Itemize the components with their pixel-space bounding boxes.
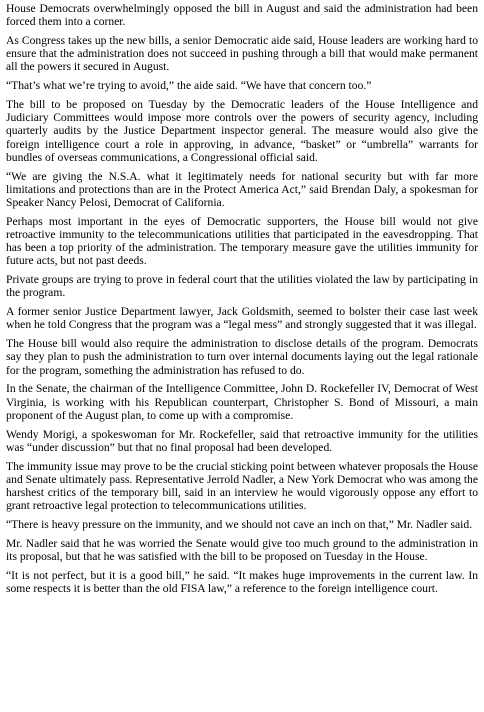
article-paragraph-11: Wendy Morigi, a spokeswoman for Mr. Rockefeller, said that retroactive immunity for the utilities was “under discussion” but that no final proposal had been developed. [6,427,478,454]
article-paragraph-7: Private groups are trying to prove in federal court that the utilities violated the law by participating in the program. [6,273,478,300]
article-paragraph-12: The immunity issue may prove to be the crucial sticking point between whatever proposals the House and Senate ultimately pass. Representative Jerrold Nadler, a New York Democrat who was among the harshest critics of the temporary bill, said in an interview he would vigorously oppose any effort to grant retroactive legal protection to telecommunications utilities. [6,459,478,513]
article-paragraph-14: Mr. Nadler said that he was worried the Senate would give too much ground to the administration in its proposal, but that he was satisfied with the bill to be proposed on Tuesday in the House. [6,536,478,564]
article-paragraph-1: House Democrats overwhelmingly opposed the bill in August and said the administration had been forced them into a corner. [6,2,478,29]
article-paragraph-6: Perhaps most important in the eyes of Democratic supporters, the House bill would not give retroactive immunity to the telecommunications utilities that participated in the eavesdropping. That has been a top priority of the administration. The temporary measure gave the utilities immunity for future acts, but not past deeds. [6,214,478,268]
article-paragraph-4: The bill to be proposed on Tuesday by the Democratic leaders of the House Intelligence and Judiciary Committees would impose more controls over the powers of security agency, including quarterly audits by the Justice Department inspector general. The measure would also give the foreign intelligence court a role in approving, in advance, “basket” or “umbrella” warrants for bundles of overseas communications, a Congressional official said. [6,98,478,164]
article-paragraph-3: “That’s what we’re trying to avoid,” the aide said. “We have that concern too.” [6,79,372,93]
article-paragraph-5: “We are giving the N.S.A. what it legitimately needs for national security but with far more limitations and protections than are in the Protect America Act,” said Brendan Daly, a spokesman for Speaker Nancy Pelosi, Democrat of California. [6,169,478,210]
article-paragraph-13: “There is heavy pressure on the immunity, and we should not cave an inch on that,” Mr. Nadler said. [6,518,473,532]
article-paragraph-8: A former senior Justice Department lawyer, Jack Goldsmith, seemed to bolster their case last week when he told Congress that the program was a “legal mess” and strongly suggested that it was illegal. [6,305,478,332]
article-paragraph-15: “It is not perfect, but it is a good bill,” he said. “It makes huge improvements in the current law. In some respects it is better than the old FISA law,” a reference to the foreign intelligence court. [6,568,478,596]
article-paragraph-9: The House bill would also require the administration to disclose details of the program. Democrats say they plan to push the administration to turn over internal documents laying out the legal rationale for the program, something the administration has refused to do. [6,337,478,377]
article-paragraph-2: As Congress takes up the new bills, a senior Democratic aide said, House leaders are working hard to ensure that the administration does not succeed in pushing through a bill that would make permanent all the powers it secured in August. [6,34,478,74]
article-paragraph-10: In the Senate, the chairman of the Intelligence Committee, John D. Rockefeller IV, Democrat of West Virginia, is working with his Republican counterpart, Christopher S. Bond of Missouri, a main proponent of the August plan, to come up with a compromise. [6,382,478,422]
